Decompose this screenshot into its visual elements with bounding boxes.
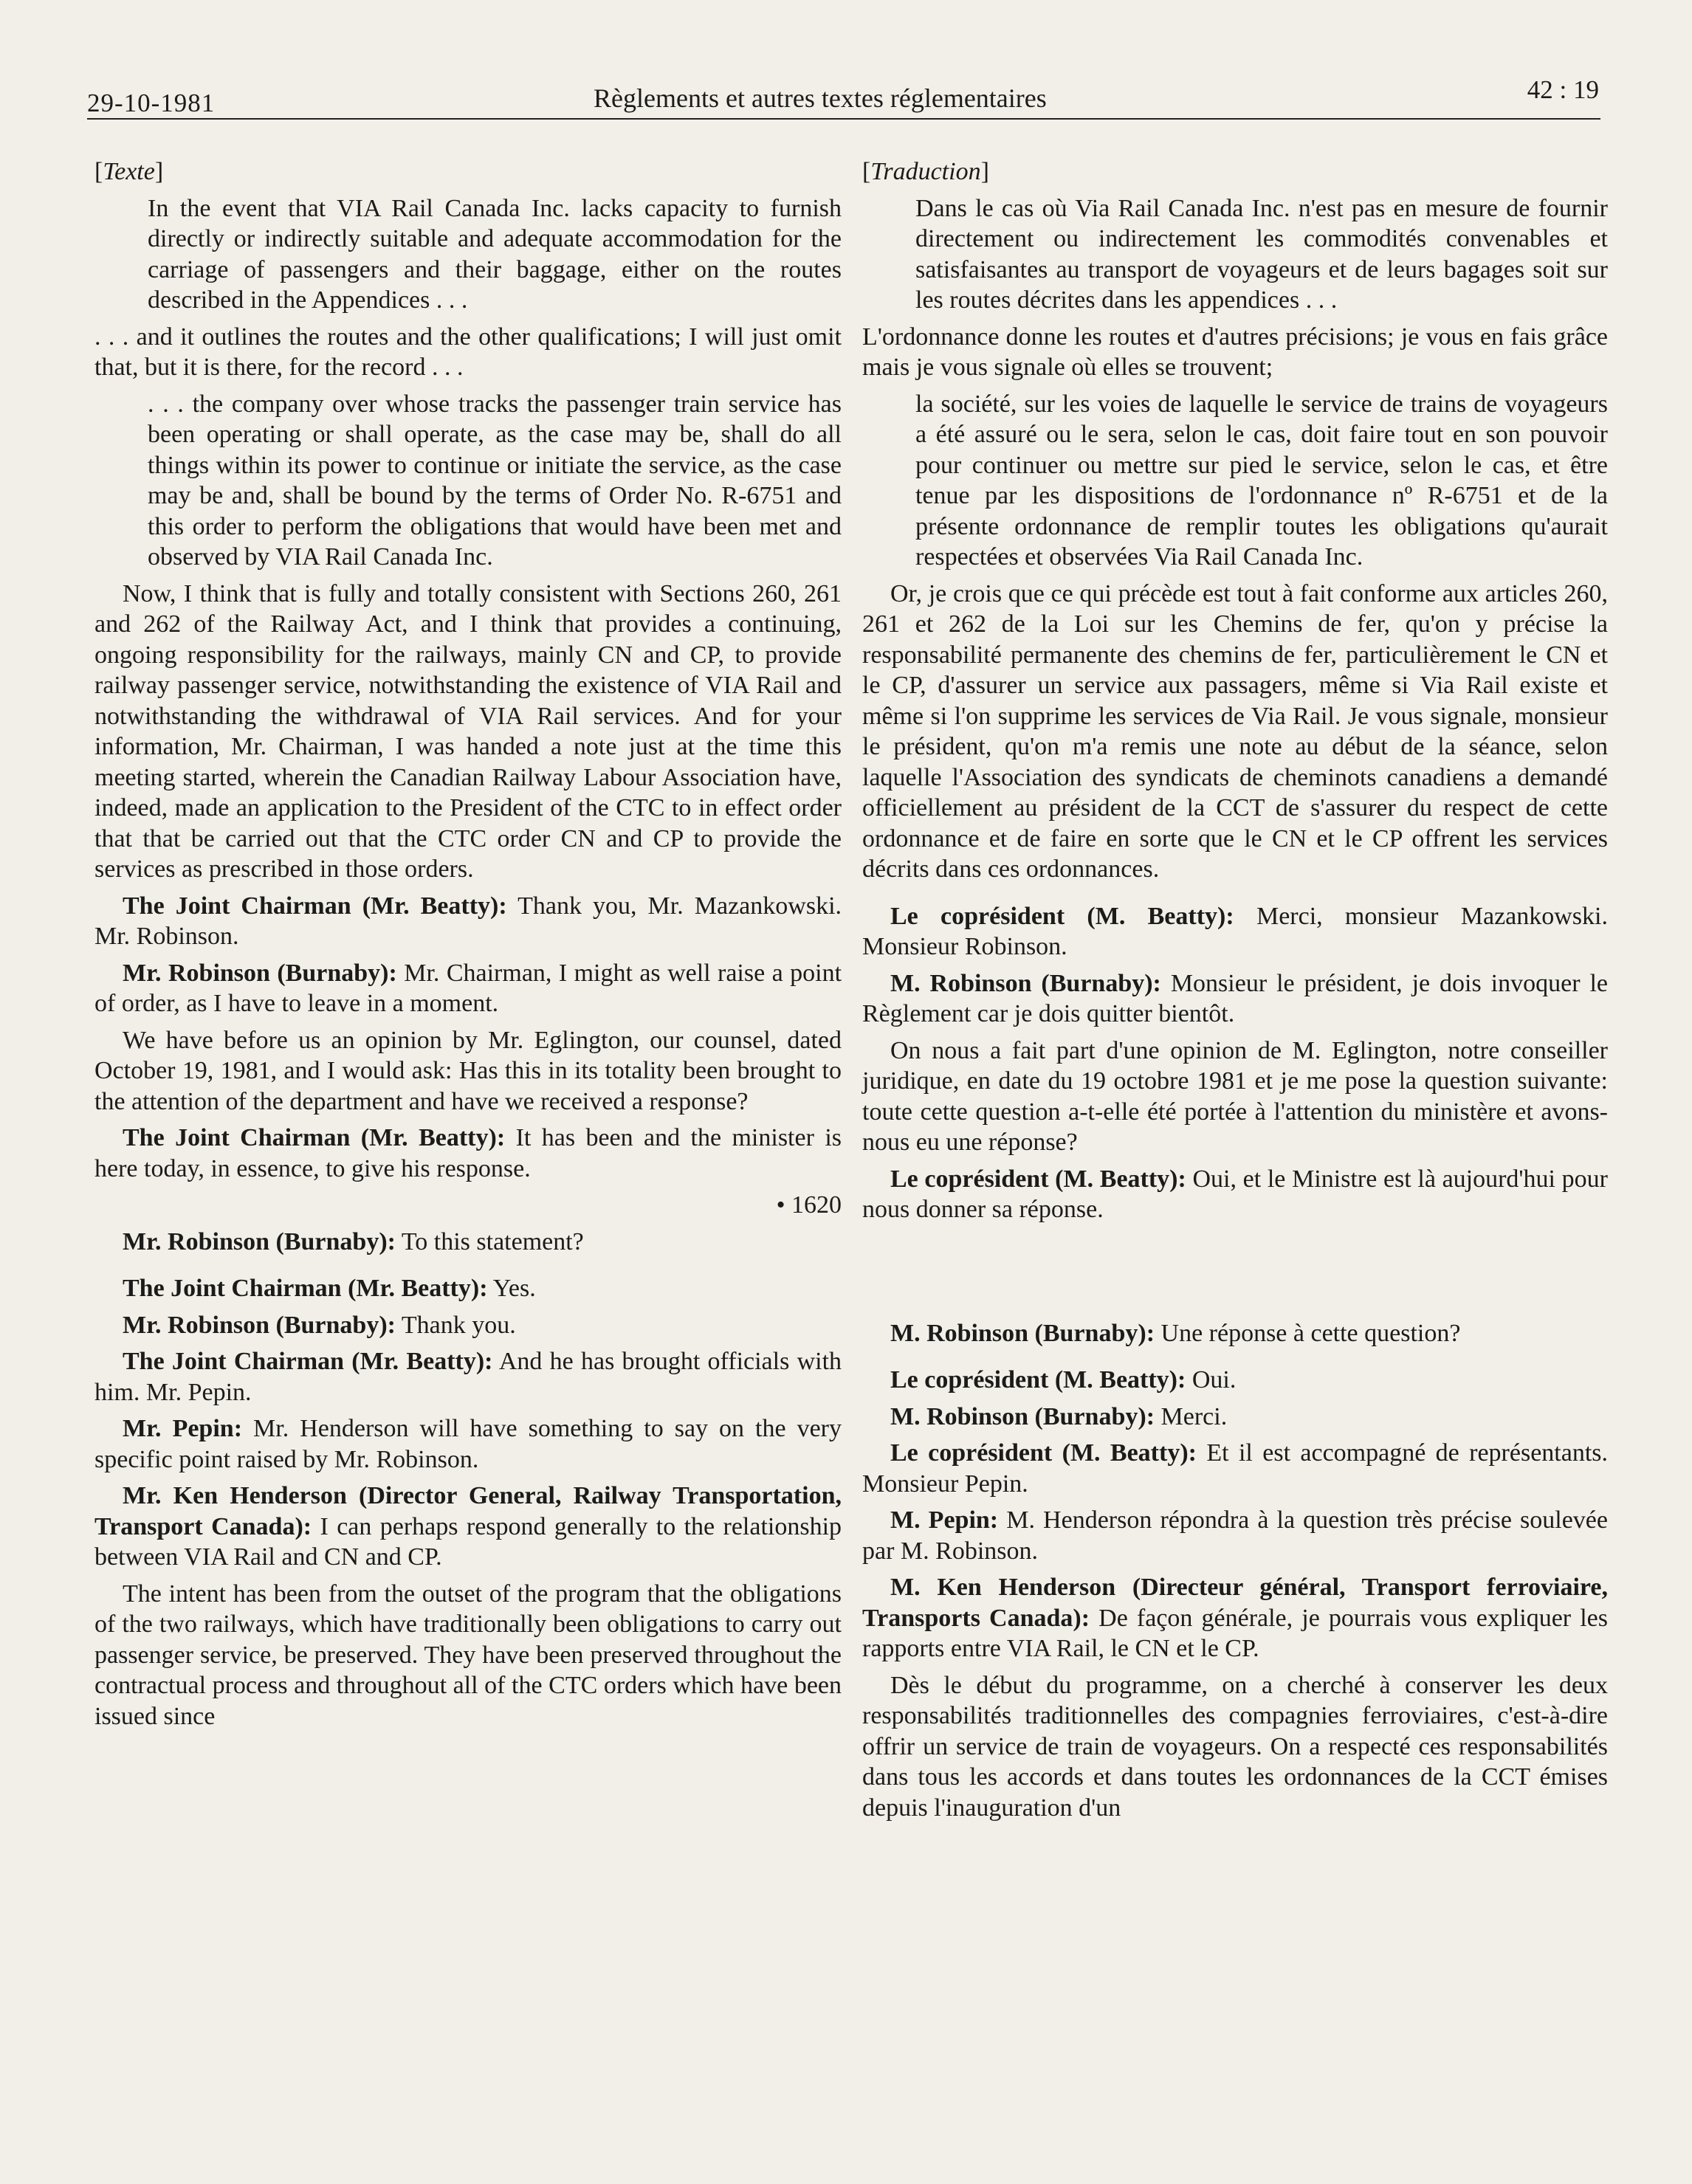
speaker-name: M. Robinson (Burnaby):	[890, 1319, 1155, 1347]
speaker-name: Mr. Pepin:	[123, 1415, 243, 1442]
speaker-turn: Le coprésident (M. Beatty): Oui.	[890, 1366, 1237, 1394]
speaker-name: The Joint Chairman (Mr. Beatty):	[123, 892, 507, 920]
speaker-turn: Le coprésident (M. Beatty): Merci, monsieur Mazankowski. Monsieur Robinson.	[862, 902, 1608, 960]
french-column	[862, 156, 1608, 1829]
speaker-name: The Joint Chairman (Mr. Beatty):	[123, 1124, 506, 1151]
quoted-order: In the event that VIA Rail Canada Inc. lacks capacity to furnish directly or indirectly suitable and adequate accommodation for the carriage of passengers and their baggage, either on the routes described in the Appendices . . .	[148, 194, 842, 314]
speaker-name: Mr. Robinson (Burnaby):	[123, 959, 397, 987]
quoted-order: Dans le cas où Via Rail Canada Inc. n'est pas en mesure de fournir directement ou indirectement les commodités convenables et satisfaisantes au transport de voyageurs et de leurs bagages soit sur les routes décrites dans les appendices . . .	[915, 194, 1608, 314]
quoted-order: . . . the company over whose tracks the passenger train service has been operating or shall operate, as the case may be, shall do all things within its power to continue or initiate the service, as the case may be and, shall be bound by the terms of Order No. R-6751 and this order to perform the obligations that would have been met and observed by VIA Rail Canada Inc.	[148, 390, 842, 571]
paragraph: Dès le début du programme, on a cherché à conserver les deux responsabilités traditionnelles des compagnies ferroviaires, c'est-à-dire offrir un service de train de voyageurs. On a respecté ces responsabilités dans tous les accords et dans toutes les ordonnances de la CCT émises depuis l'inauguration d'un	[862, 1671, 1608, 1822]
speaker-turn: The Joint Chairman (Mr. Beatty): It has been and the minister is here today, in essence, to give his response.	[94, 1124, 842, 1182]
speaker-turn: The Joint Chairman (Mr. Beatty): Thank you, Mr. Mazankowski. Mr. Robinson.	[94, 892, 842, 950]
speaker-name: Le coprésident (M. Beatty):	[890, 1366, 1186, 1394]
speaker-turn: M. Robinson (Burnaby): Une réponse à cette question?	[890, 1319, 1461, 1347]
speaker-name: M. Robinson (Burnaby):	[890, 1402, 1155, 1430]
speaker-turn: Mr. Robinson (Burnaby): Thank you.	[123, 1311, 516, 1339]
header-page-number: 42 : 19	[1527, 75, 1599, 104]
speaker-turn: The Joint Chairman (Mr. Beatty): Yes.	[123, 1275, 536, 1302]
speaker-turn: M. Robinson (Burnaby): Merci.	[890, 1402, 1228, 1430]
speaker-name: M. Ken Henderson (Directeur général, Transport ferroviaire, Transports Canada):	[862, 1574, 1608, 1632]
speaker-turn: M. Pepin: M. Henderson répondra à la question très précise soulevée par M. Robinson.	[862, 1506, 1608, 1565]
paragraph: L'ordonnance donne les routes et d'autres précisions; je vous en fais grâce mais je vous signale où elles se trouvent;	[862, 323, 1608, 381]
paragraph: Or, je crois que ce qui précède est tout à fait conforme aux articles 260, 261 et 262 de la Loi sur les Chemins de fer, qu'on y précise la responsabilité permanente des chemins de fer, particulièrement le CN et le CP, d'assurer un service aux passagers, même si Via Rail existe et même si l'on supprime les services de Via Rail. Je vous signale, monsieur le président, qu'on m'a remis une note au début de la séance, selon laquelle l'Association des syndicats de cheminots canadiens a demandé officiellement au président de la CCT de s'assurer du respect de cette ordonnance et de faire en sorte que le CN et le CP offrent les services décrits dans ces ordonnances.	[862, 579, 1608, 883]
speaker-name: The Joint Chairman (Mr. Beatty):	[123, 1275, 488, 1302]
speaker-turn: Le coprésident (M. Beatty): Et il est accompagné de représentants. Monsieur Pepin.	[862, 1439, 1609, 1498]
speaker-turn: Mr. Pepin: Mr. Henderson will have something to say on the very specific point raised by Mr. Robinson.	[94, 1415, 842, 1473]
speaker-name: M. Pepin:	[890, 1506, 999, 1534]
english-column	[94, 156, 842, 1737]
speaker-name: Mr. Robinson (Burnaby):	[123, 1311, 396, 1339]
speaker-turn: M. Robinson (Burnaby): Monsieur le président, je dois invoquer le Règlement car je dois quitter bientôt.	[862, 969, 1608, 1027]
language-label: [Traduction]	[862, 158, 989, 185]
language-label: [Texte]	[94, 158, 164, 185]
paragraph: . . . and it outlines the routes and the other qualifications; I will just omit that, but it is there, for the record . . .	[94, 323, 842, 381]
speaker-turn: Mr. Robinson (Burnaby): Mr. Chairman, I might as well raise a point of order, as I have to leave in a moment.	[94, 959, 842, 1017]
speaker-name: Mr. Ken Henderson (Director General, Railway Transportation, Transport Canada):	[94, 1482, 842, 1540]
page-header	[87, 72, 1600, 120]
time-mark: • 1620	[776, 1191, 842, 1219]
paragraph: We have before us an opinion by Mr. Eglington, our counsel, dated October 19, 1981, and I would ask: Has this in its totality been brought to the attention of the department and have we received a response?	[94, 1026, 842, 1115]
speaker-turn: Mr. Ken Henderson (Director General, Railway Transportation, Transport Canada): I can perhaps respond generally to the relationship between VIA Rail and CN and CP.	[94, 1482, 842, 1571]
speaker-name: Le coprésident (M. Beatty):	[890, 1439, 1197, 1467]
speaker-turn: M. Ken Henderson (Directeur général, Transport ferroviaire, Transports Canada): De façon générale, je pourrais vous expliquer les rapports entre VIA Rail, le CN et le CP.	[862, 1574, 1608, 1662]
speaker-turn: The Joint Chairman (Mr. Beatty): And he has brought officials with him. Mr. Pepin.	[94, 1348, 842, 1406]
header-date: 29-10-1981	[87, 89, 216, 117]
speaker-name: Le coprésident (M. Beatty):	[890, 902, 1234, 930]
speaker-name: Le coprésident (M. Beatty):	[890, 1165, 1186, 1193]
speaker-turn: Le coprésident (M. Beatty): Oui, et le Ministre est là aujourd'hui pour nous donner sa réponse.	[862, 1165, 1608, 1223]
speaker-turn: Mr. Robinson (Burnaby): To this statement?	[123, 1227, 584, 1255]
paragraph: Now, I think that is fully and totally consistent with Sections 260, 261 and 262 of the Railway Act, and I think that provides a continuing, ongoing responsibility for the railways, mainly CN and CP, to provide railway passenger service, notwithstanding the existence of VIA Rail and notwithstanding the withdrawal of VIA Rail services. And for your information, Mr. Chairman, I was handed a note just at the time this meeting started, wherein the Canadian Railway Labour Association have, indeed, made an application to the President of the CTC to in effect order that that be carried out that the CTC order CN and CP to provide the services as prescribed in those orders.	[94, 579, 842, 883]
speaker-name: The Joint Chairman (Mr. Beatty):	[123, 1348, 493, 1375]
paragraph: The intent has been from the outset of the program that the obligations of the two railways, which have traditionally been obligations to carry out passenger service, be preserved. They have been preserved throughout the contractual process and throughout all of the CTC orders which have been issued since	[94, 1580, 842, 1730]
speaker-name: Mr. Robinson (Burnaby):	[123, 1227, 396, 1255]
paragraph: On nous a fait part d'une opinion de M. Eglington, notre conseiller juridique, en date du 19 octobre 1981 et je me pose la question suivante: toute cette question a-t-elle été portée à l'attention du ministère et avons-nous eu une réponse?	[862, 1036, 1608, 1156]
header-title: Règlements et autres textes réglementaires	[594, 83, 1047, 113]
quoted-order: la société, sur les voies de laquelle le service de trains de voyageurs a été assuré ou le sera, selon le cas, doit faire tout en son pouvoir pour continuer ou mettre sur pied le service, selon le cas, et être tenue par les dispositions de l'ordonnance nº R-6751 et de la présente ordonnance de remplir toutes les obligations qu'aurait respectées et observées Via Rail Canada Inc.	[915, 390, 1608, 571]
speaker-name: M. Robinson (Burnaby):	[890, 969, 1161, 997]
